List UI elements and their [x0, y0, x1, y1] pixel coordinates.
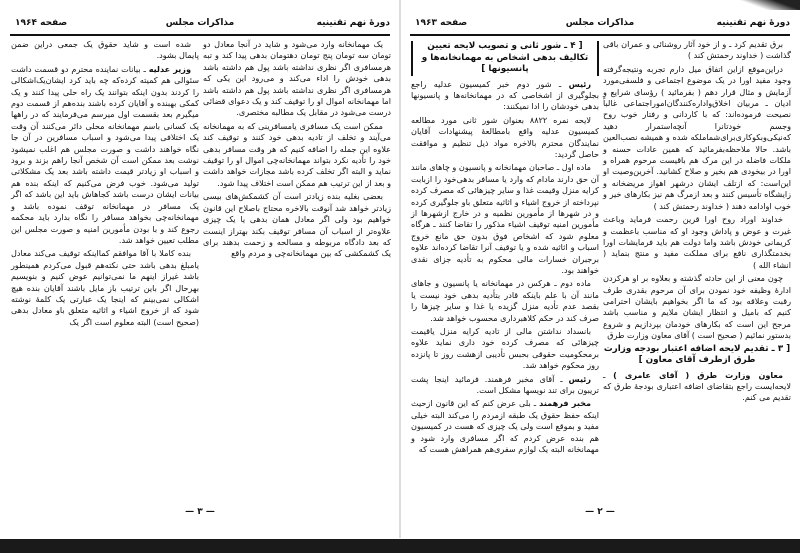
header-rule	[410, 34, 790, 36]
paragraph	[411, 398, 599, 455]
section-heading: [ ۴ ـ شور ثانی و تصویب لایحه تعیین تکالیف بدهی اشخاص به مهمانخانه‌ها و پانسیونها ]	[411, 41, 599, 76]
left-page	[0, 0, 400, 538]
journal-title: مذاکرات مجلس	[165, 18, 235, 28]
paragraph-text: چون معنی از این حادثه گذشته و بعلاوه بر او هرکردن ادارهٔ وظیفه خود نمودن برای آن مرحوم بقدری طرف رقبت وعلاقه بود که ما اگر بخواهیم بایشان احترامی کنیم که بامیل و انتظار ایشان ملایم و مناسب باشد مرجح این است که بکارهای خودمان بپردازیم و شروع بدستور نمائیم ( صحیح است ) آقای معاون وزارت طرق	[603, 273, 791, 341]
paragraph	[203, 191, 391, 259]
paragraph	[603, 64, 791, 212]
page-footer: — ۲ —	[585, 507, 615, 517]
paragraph-text: ماده اول ـ صاحبان مهمانخانه و پانسیون و چاهای مانند آن حق دارند مادام که وارد یا مسافر بدهی‌خود را ازبابت کرایه منزل وقیمت غذا و سایر چیزهائی که مصرف کرده نپرداخته از خروج اشیاء و اثاثیه متعلق باو جلوگیری کرده و در شهرها از مأمورین نظمیه و در خارج ازشهرها از مأمورین امنیه توقیف اشیاء مذکور را تقاضا کنند ـ هرگاه معلوم شود که اشخاص فوق بدون حق مانع خروج اسباب و اثاثیه شده و یا توقیف آنرا تقاضا کرده‌اند علاوه برجبران خسارات مالی محکوم به تأدیه جزای نقدی خواهند بود.	[410, 162, 599, 275]
paragraph-text: ـ بیانات نماینده محترم دو قسمت داشت سئوالی هم کمیته کرده‌که چه باید کرد ایشان‌یک‌اشکالی را کردند بدون اینکه بتوانند یک راه حلی پیدا کنند و یک کمکی بهبنده و آقایان کرده باشند بنده‌هم از قسمت دوم میگیرم بعد بقسمت اول میرسم می‌فرمایند که در راهها یک کسانی باسم مهمانخانه محلی دائر می‌کنند آن وقت یک اختلافی پیدا می‌شود و اسباب مسافرین در آن جا نگاه خواهند داشت و صورت مجلس هم اغلب نمیشود نوشت بعد ممکن است آن شخص آنجا راهم بزند و برود و اسباب او زیادتر قیمت داشته باشد بعد یک مشکلاتی تولید می‌شود. خوب فرض می‌کنیم که اینکه بنده هم بیانات ایشان درست باشد کجاهاش باید این باشد که اگر یک مسافر در مهمانخانه توقف نموده باشد و مهمانخانه‌چی بخواهد مسافر را نگاه بدارد باید محکمه رجوع کند و با بودن مأمورین امنیه و صورت مجلس این مطلب تعیین خواهد شد.	[11, 63, 199, 245]
period-label: دورهٔ نهم تقنینیه	[316, 18, 390, 28]
paragraph	[11, 248, 199, 328]
paragraph	[603, 273, 791, 341]
paragraph	[411, 115, 599, 161]
paragraph	[603, 214, 791, 271]
paragraph-text: لایحه نمره ۸۸۲۲ بعنوان شور ثانی مورد مطالعه کمیسیون عدلیه واقع بامطالعهٔ پیشنهادات آقایان نمایندگان محترم بالاخره مواد ذیل تنظیم و موافقت حاصل گردید:	[411, 114, 599, 159]
page-number: صفحه ۱۹۶۴	[15, 18, 68, 28]
paragraph-text: ماده دوم ـ هرکس در مهمانخانه یا پانسیون و جاهای مانند آن با علم باینکه قادر بتأدیه بدهی خود نیست یا بقصد عدم تأدیه منزل گزیده یا غذا و سایر چیزها را صرف کند در حکم کلاهبرداری محسوب خواهد شد.	[411, 278, 599, 323]
paragraph	[603, 370, 791, 404]
text-column-left	[411, 39, 599, 458]
paragraph-text: ممکن است یک مسافری یامسافرینی که به مهمانخانه می‌آیند و تخلف از تادیه بدهی خود کنند و توقیف کند علاوه این جمله را اضافه کنیم که هر وقت مسافر بدهی خود را تأدیه نکرد بتواند مهمانخانه‌چی اموال او را توقیف نماید و البته اگر تخلف کرده باشد مجازات خواهد داشت و بعد از این ترتیب هم ممکن است اختلاف پیدا شود.	[203, 120, 391, 188]
paragraph-text: خداوند اوراد روح اورا قرین رحمت فرماید وباعث غیرت و عوض و پاداش وجود او که مناسب باعظمت و کریمانی خودش باشد واما دولت هم باید فرمایشات اورا بخدمتگذاری نافع برای مملکت مفید و منتج بنماید ( انشاء الله )	[603, 214, 791, 270]
journal-title: مذاکرات مجلس	[565, 18, 635, 28]
period-label: دورهٔ نهم تقنینیه	[716, 18, 790, 28]
paragraph-text: برق تقدیم کرد ـ و از خود آثار روشنائی و عمران باقی گذاشت ( خداوند رحمتش کند )	[603, 39, 791, 61]
paragraph-text: شده است و شاید حقوق یک جمعی دراین ضمن پایمال بشود.	[11, 39, 199, 61]
paragraph-text: ـ بلی عرض کنم که این قانون ازحیث اینکه حفظ حقوق یک طبقه ازمردم را می‌کند البته خیلی مفید و بموقع است ولی یک چیزی که هست در کمیسیون هم بنده عرض کردم که اگر مسافری وارد شود و مهمانخانه البته یک لوازم سفری‌هم همراهش هست که	[411, 398, 599, 455]
speaker-name: وزیر عدلیه	[148, 63, 191, 74]
paragraph	[603, 39, 791, 62]
speaker-name: رئیس	[568, 78, 592, 89]
text-column-left	[11, 39, 199, 330]
paragraph-text: بنده کاملا با آقا موافقم کمااینکه توقیف می‌کند معادل یامبلغ بدهی باشد حتی نکته‌هم قبول می‌کردم همینطور باشد غیراز اینهم ما نمی‌توانیم عوض کنیم و بنویسیم بهرحال اگر باین ترتیب باز مایل باشند آقایان بنده هیچ اشکالی نمی‌بینم که اینجا یک عبارتی یک کلمهٔ نوشته شود که از خروج اشیاء و اثاثیه متعلق باو معادل بدهی (صحیح است) البته معلوم است اگر یک	[11, 248, 199, 327]
paragraph-text: ـ شور دوم خبر کمیسیون عدلیه راجع بجلوگیری از اشخاصی که در مهمانخانه‌ها و پانسیونها بدهی خودشان را ادا نمیکنند:	[411, 78, 599, 112]
paragraph	[411, 162, 599, 276]
paragraph-text: بعضی بغلیه بنده زیادتر است آن کشمکش‌های بیسی زیادتر خواهد شد آنوقت بالاخره محتاج باصلاح این قانون خواهیم بود ولی اگر معادل همان بدهی یا یک چیزی علاوه‌تر از اسباب آن مسافر توقیف بکند بهتراز اینست که بعد دادگاه مربوطه و مسالحه و زحمت بدهند برای یک کشمکشی که بین مهمانخانه‌چی و مردم واقع	[203, 191, 391, 259]
paragraph-text: یک مهمانخانه وارد می‌شود و شاید در آنجا معادل دو تومان سه تومان پنج تومان دهتومان بدهی پیدا کند و تبه هرمسافری اگر نظری نداشته باشد پول هم داشته باشد بدهی خودش را اداء می‌کند و می‌رود این یکی که هرمسافری اگر نظری نداشته باشد پول هم داشته باشد اما مهمانخانه اموال او را توقیف کند و یک دعوای قضائی درست می‌شود در مقابل یک مطالبه مختصری.	[203, 39, 391, 118]
paragraph	[411, 374, 599, 397]
paragraph	[203, 39, 391, 119]
paragraph-text: ـ آقای مخبر فرهمند. فرمائید اینجا پشت تریبون برای تند نویسها مشکل است.	[411, 373, 599, 396]
header-rule	[10, 34, 390, 36]
paragraph	[411, 278, 599, 324]
page-number: صفحه ۱۹۶۳	[415, 18, 468, 28]
page-footer: — ۳ —	[185, 507, 215, 517]
paragraph-text: بانسداد نداشتن مالی از تادیه کرایه منزل یاقیمت چیزهائی که مصرف کرده خود داری نماید علاوه برمحکومیت حقوقی بحبس تأدیبی ازهشت روز تا پانزده روز محکوم خواهد شد.	[411, 326, 599, 371]
paragraph-text: ـ لایحه‌ایست راجع بتقاضای اضافه اعتباری بودجهٔ طرق که تقدیم می کنم.	[603, 369, 791, 403]
text-column-right	[203, 39, 391, 262]
speaker-name: رئیس	[568, 373, 591, 384]
paragraph	[11, 64, 199, 247]
scan-edge-shadow	[0, 539, 800, 553]
page-header	[410, 18, 790, 34]
right-page	[400, 0, 800, 538]
paragraph	[411, 326, 599, 372]
section-heading: [ ۳ ـ تقدیم لایحه اضافه اعتبار بودجه وزارت طرق ازطرف آقای معاون ]	[603, 343, 791, 366]
speaker-name: معاون وزارت طرق ( آقای عامری )	[613, 369, 784, 380]
paragraph-text: دراین‌موقع ازاین اتفاق میل دارم تجربه ونتیجه‌گرفته وجود مفید اورا در یک موضوع اجتماعی و فلسفی‌مورد آزمایش و مثال قرار دهم ( بفرمائید ) رؤسای شرایع و ادیان ـ مربیان اخلاق‌واداره‌کنندگان‌اموراجتماعی غالباً نصیحت فرموده‌اند: که با کاردانی و رفتار خوب روح وجسم خودتانرا آنچه‌استمرار دهید که‌نیکی‌وبکوکاری‌برای‌شماملکه شده و همیشه نصب‌العین باشد. حالا ملاحظه‌بفرمائید که همین عادات حسنه و ملکات فاضله در این مرک هم باقیست مرحوم همراه و اورا در بیخودی هم بخیر و صلاح کشانید. آخرین‌وصیت او این‌است: که ازتلف ایشان درشهر اهواز مریضخانه و زایشگاه تأسیس کنند و بعد ازمرگ هم نیز بکارهای خیر و خوب اوادامه دهند ( خداوند رحمتش کند )	[603, 63, 791, 211]
speaker-name: مخبر فرهمند	[539, 398, 591, 409]
paragraph	[11, 39, 199, 62]
paragraph	[411, 79, 599, 113]
paragraph	[203, 121, 391, 189]
text-column-right	[603, 39, 791, 406]
page-header	[10, 18, 390, 34]
